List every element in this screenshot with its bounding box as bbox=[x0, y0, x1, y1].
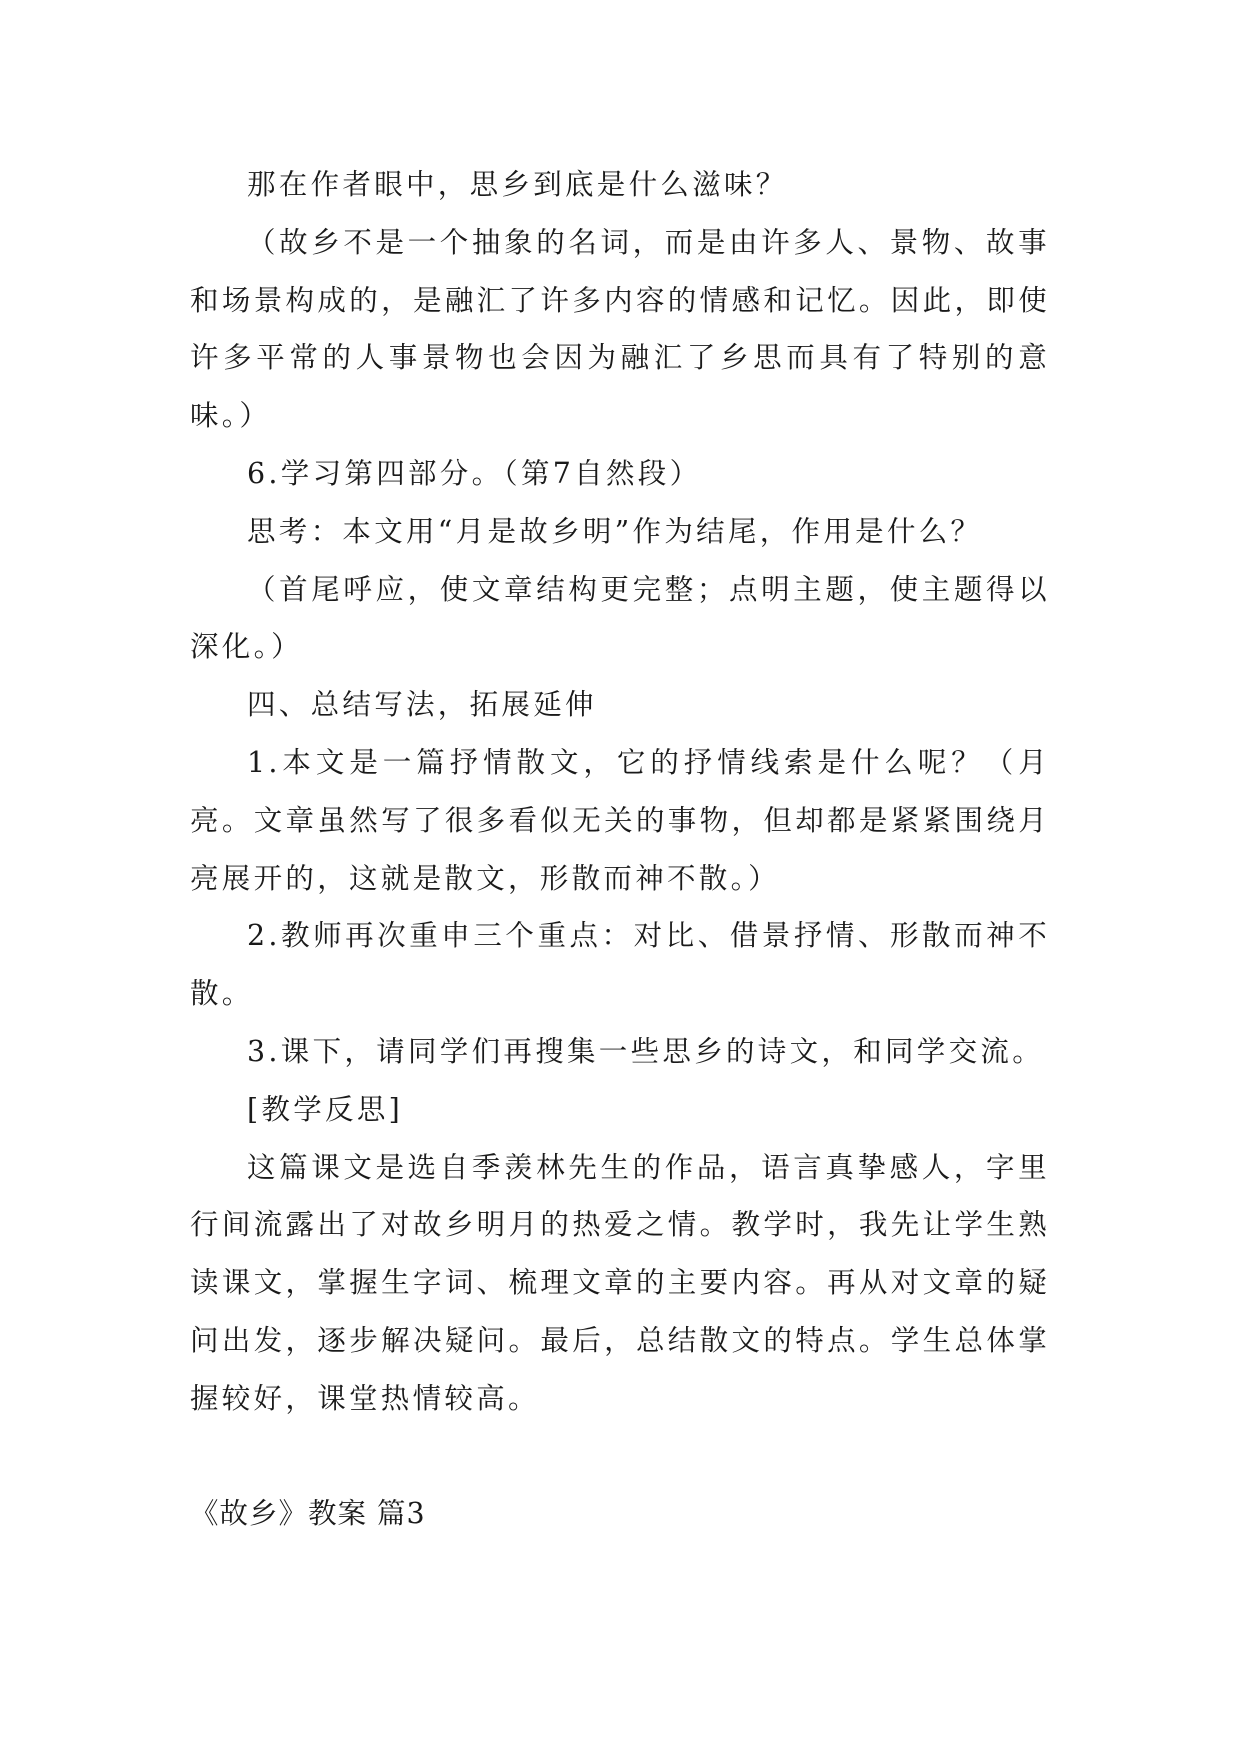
paragraph-step-6: 6.学习第四部分。（第7自然段） bbox=[247, 456, 702, 490]
paragraph-heading-summary: 四、总结写法，拓展延伸 bbox=[247, 688, 597, 722]
paragraph-item-1: 1.本文是一篇抒情散文，它的抒情线索是什么呢？（月亮。文章虽然写了很多看似无关的事物，但却都是紧紧围绕月亮展开的，这就是散文，形散而神不散。） bbox=[190, 745, 1050, 895]
paragraph-think: 思考：本文用“月是故乡明”作为结尾，作用是什么？ bbox=[247, 514, 983, 548]
paragraph-answer-ending: （首尾呼应，使文章结构更完整；点明主题，使主题得以深化。） bbox=[190, 572, 1050, 664]
paragraph-reflection-heading: [教学反思] bbox=[247, 1092, 404, 1126]
document-body bbox=[190, 156, 1050, 1542]
section-title: 《故乡》教案 篇3 bbox=[190, 1496, 426, 1530]
paragraph-item-2: 2.教师再次重申三个重点：对比、借景抒情、形散而神不散。 bbox=[190, 919, 1050, 1011]
paragraph-item-3: 3.课下，请同学们再搜集一些思乡的诗文，和同学交流。 bbox=[247, 1034, 1044, 1068]
paragraph-answer-homesick: （故乡不是一个抽象的名词，而是由许多人、景物、故事和场景构成的，是融汇了许多内容的情感和记忆。因此，即使许多平常的人事景物也会因为融汇了乡思而具有了特别的意味。） bbox=[190, 225, 1050, 433]
paragraph-reflection-body: 这篇课文是选自季羡林先生的作品，语言真挚感人，字里行间流露出了对故乡明月的热爱之情。教学时，我先让学生熟读课文，掌握生字词、梳理文章的主要内容。再从对文章的疑问出发，逐步解决疑问。最后，总结散文的特点。学生总体掌握较好，课堂热情较高。 bbox=[190, 1150, 1050, 1415]
paragraph-question: 那在作者眼中，思乡到底是什么滋味？ bbox=[247, 168, 788, 201]
